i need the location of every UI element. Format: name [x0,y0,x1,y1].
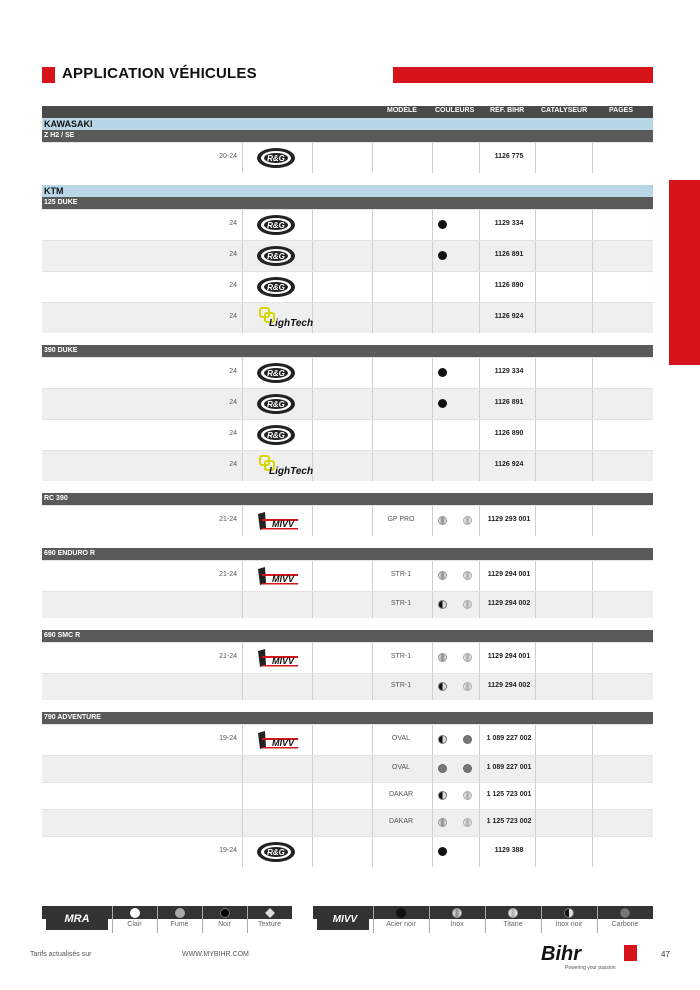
footer-url[interactable]: WWW.MYBIHR.COM [182,951,249,958]
legend-item [485,906,541,933]
table-row [42,505,653,536]
table-row [42,591,653,618]
mivv-logo [256,565,300,587]
year-cell: 24 [229,368,237,375]
mivv-logo [256,729,300,751]
legend-item [373,906,429,933]
table-row [42,209,653,240]
modele-cell: DAKAR [388,818,414,825]
svg-text:Powering your passion: Powering your passion [565,965,616,971]
color-inox-icon [438,653,447,662]
model-header: RC 390 [42,493,653,505]
modele-cell: OVAL [391,735,411,742]
table-header [42,106,653,118]
model-header: Z H2 / SE [42,130,653,142]
ref-cell: 1129 294 001 [487,571,531,578]
legend-item [112,906,157,933]
legend-item [157,906,202,933]
model-header: 690 ENDURO R [42,548,653,560]
lightech-logo [256,307,322,329]
legend-visors [42,906,292,933]
color-noir-icon [438,368,447,377]
rg-logo [256,424,296,446]
svg-text:Bihr: Bihr [541,943,581,965]
svg-text:R&G: R&G [267,283,285,292]
ref-cell: 1 125 723 001 [486,791,532,798]
bihr-logo [539,943,621,971]
brand-header: KAWASAKI [42,118,653,130]
svg-text:R&G: R&G [267,369,285,378]
color-inox-icon [438,516,447,525]
color-carbone-icon [463,735,472,744]
ref-cell: 1126 890 [494,282,524,289]
modele-cell: STR-1 [390,600,412,607]
ref-cell: 1126 891 [494,399,524,406]
mivv-logo [256,510,300,532]
legend-inoxnoir-icon [564,908,574,918]
application-table [42,106,653,867]
table-row [42,302,653,333]
rg-logo [256,362,296,384]
year-cell: 24 [229,251,237,258]
svg-text:MIVV: MIVV [271,738,295,748]
color-titane-icon [463,571,472,580]
legend-carbone-icon [620,908,630,918]
svg-text:R&G: R&G [267,252,285,261]
title-bar [393,67,653,83]
page-number: 47 [661,950,670,959]
svg-text:MIVV: MIVV [271,656,295,666]
color-inoxnoir-icon [438,791,447,800]
color-carbone-icon [438,764,447,773]
model-header: 690 SMC R [42,630,653,642]
color-titane-icon [463,682,472,691]
svg-text:LighTech: LighTech [269,318,314,329]
legend-inox-icon [452,908,462,918]
year-cell: 21-24 [219,516,237,523]
color-noir-icon [438,847,447,856]
color-titane-icon [463,516,472,525]
header-ref: RÉF. BIHR [490,107,525,114]
svg-text:R&G: R&G [267,154,285,163]
color-titane-icon [463,791,472,800]
color-noir-icon [438,220,447,229]
year-cell: 20-24 [219,153,237,160]
color-carbone-icon [463,764,472,773]
legend-label: Carbone [611,921,639,928]
color-titane-icon [463,653,472,662]
year-cell: 21-24 [219,653,237,660]
ref-cell: 1129 334 [494,220,524,227]
legend-label: Acier noir [386,921,416,928]
year-cell: 19-24 [219,847,237,854]
table-row [42,755,653,782]
color-noir-icon [438,399,447,408]
modele-cell: GP PRO [387,516,415,523]
legend-label: Inox noir [555,921,583,928]
svg-text:R&G: R&G [267,431,285,440]
color-inoxnoir-icon [438,600,447,609]
mivv-logo [256,647,300,669]
mra-logo [46,908,108,930]
model-header: 790 ADVENTURE [42,712,653,724]
color-titane-icon [463,600,472,609]
rg-logo [256,276,296,298]
side-tab [669,180,700,365]
page-title: APPLICATION VÉHICULES [62,65,257,82]
ref-cell: 1126 891 [494,251,524,258]
brand-header: KTM [42,185,653,197]
rg-logo [256,393,296,415]
svg-text:MIVV: MIVV [271,574,295,584]
table-row [42,388,653,419]
table-row [42,419,653,450]
ref-cell: 1 125 723 002 [486,818,532,825]
lightech-logo [256,455,322,477]
table-row [42,560,653,591]
ref-cell: 1129 294 001 [487,653,531,660]
ref-cell: 1 089 227 001 [486,764,532,771]
modele-cell: STR-1 [390,571,412,578]
footer-tarifs: Tarifs actualisés sur [30,951,92,958]
table-row [42,357,653,388]
svg-text:R&G: R&G [267,848,285,857]
color-noir-icon [438,251,447,260]
svg-text:R&G: R&G [267,400,285,409]
legend-label: Clair [127,921,142,928]
ref-cell: 1126 924 [494,313,524,320]
title-marker [42,67,55,83]
legend-label: Titane [503,921,523,928]
table-row [42,450,653,481]
legend-label: Fumé [170,921,189,928]
color-inox-icon [438,818,447,827]
modele-cell: OVAL [391,764,411,771]
year-cell: 24 [229,399,237,406]
header-catalyseur: CATALYSEUR [541,107,588,114]
header-pages: PAGES [609,107,633,114]
year-cell: 24 [229,313,237,320]
year-cell: 19-24 [219,735,237,742]
rg-logo [256,214,296,236]
mivv-legend-logo [317,908,369,930]
table-row [42,240,653,271]
modele-cell: DAKAR [388,791,414,798]
color-inoxnoir-icon [438,682,447,691]
legend-titane-icon [508,908,518,918]
ref-cell: 1126 775 [494,153,524,160]
rg-logo [256,841,296,863]
color-inox-icon [438,571,447,580]
svg-text:MIVV: MIVV [271,519,295,529]
table-row [42,642,653,673]
table-row [42,836,653,867]
bihr-red-mark [624,945,637,961]
year-cell: 24 [229,220,237,227]
legend-label: Inox [450,921,464,928]
legend-noir-icon [396,908,406,918]
ref-cell: 1129 294 002 [487,682,531,689]
year-cell: 24 [229,282,237,289]
legend-label: Texture [258,921,281,928]
rg-logo [256,147,296,169]
svg-text:MIVV: MIVV [332,914,358,925]
year-cell: 24 [229,430,237,437]
ref-cell: 1 089 227 002 [486,735,532,742]
year-cell: 21-24 [219,571,237,578]
header-modele: MODÈLE [387,107,417,114]
legend-noir-icon [220,908,230,918]
legend-label: Noir [218,921,231,928]
legend-item [247,906,292,933]
svg-text:R&G: R&G [267,221,285,230]
legend-clair-icon [130,908,140,918]
legend-item [429,906,485,933]
ref-cell: 1126 890 [494,430,524,437]
legend-exhaust [313,906,653,933]
table-row [42,271,653,302]
color-inoxnoir-icon [438,735,447,744]
table-row [42,782,653,809]
svg-text:MRA: MRA [64,913,90,925]
ref-cell: 1129 388 [494,847,524,854]
svg-text:LighTech: LighTech [269,466,314,477]
table-row [42,724,653,755]
year-cell: 24 [229,461,237,468]
model-header: 390 DUKE [42,345,653,357]
rg-logo [256,245,296,267]
legend-item [202,906,247,933]
model-header: 125 DUKE [42,197,653,209]
header-couleurs: COULEURS [435,107,475,114]
ref-cell: 1129 334 [494,368,524,375]
color-titane-icon [463,818,472,827]
modele-cell: STR-1 [390,682,412,689]
legend-item [597,906,653,933]
ref-cell: 1129 294 002 [487,600,531,607]
legend-item [541,906,597,933]
ref-cell: 1126 924 [494,461,524,468]
table-row [42,673,653,700]
ref-cell: 1129 293 001 [487,516,531,523]
modele-cell: STR-1 [390,653,412,660]
table-row [42,809,653,836]
legend-fume-icon [175,908,185,918]
table-row [42,142,653,173]
